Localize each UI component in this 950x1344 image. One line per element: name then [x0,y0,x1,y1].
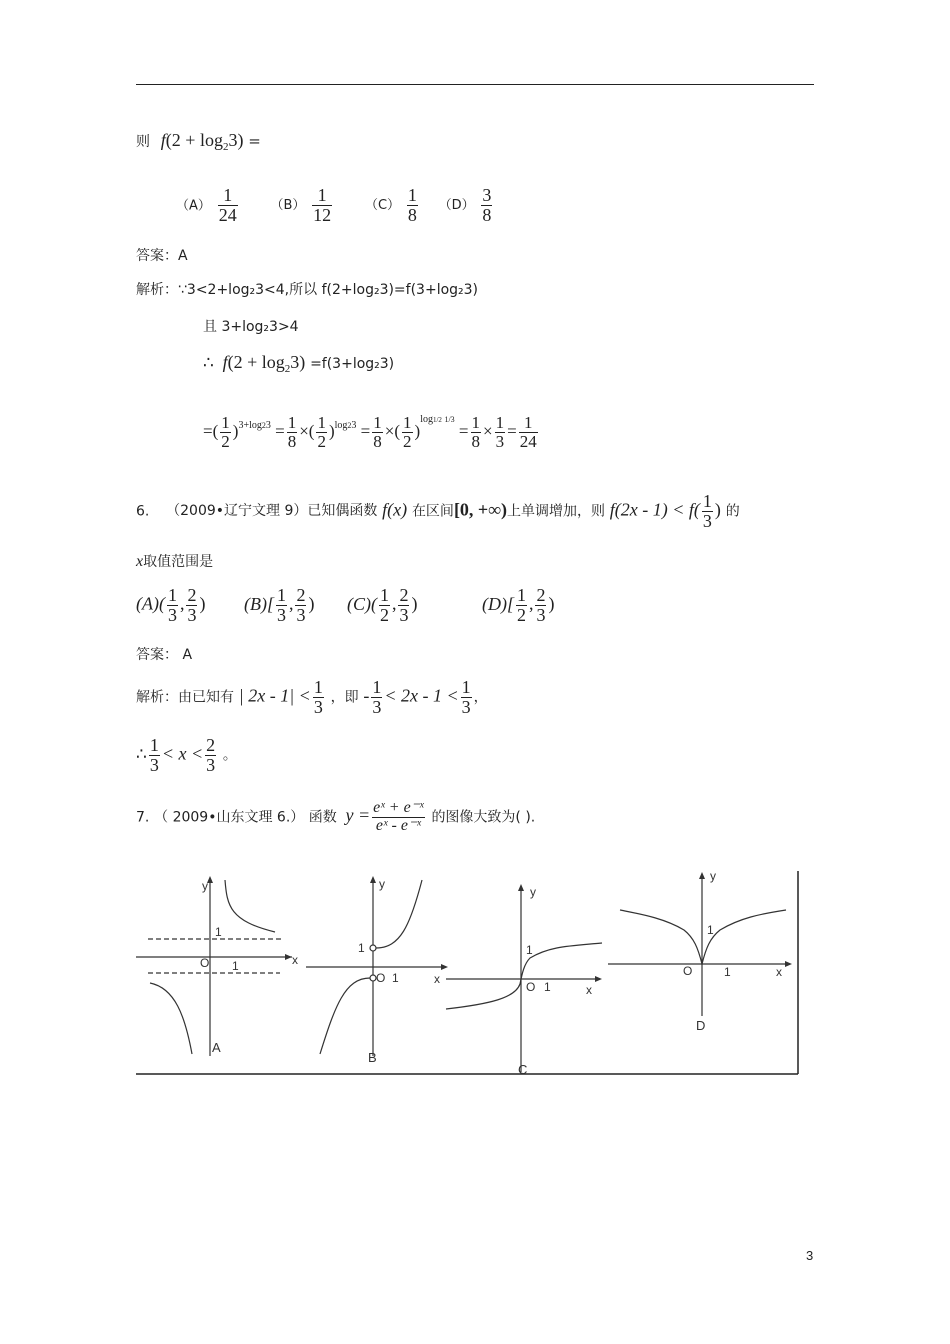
graph-c-origin: O [526,980,536,994]
header-rule [136,84,814,85]
graphs-figure [130,866,810,1082]
graph-b-one-x: 1 [392,971,399,985]
p6-conclusion: ∴ $\frac{1}{3}$ < x < $\frac{2}{3}$ 。 [136,735,237,775]
p5-analysis-2: 且 3+log₂3>4 [203,319,299,335]
graph-b-x-label: x [434,972,440,986]
graph-d [608,872,792,1016]
graph-b-open-dot-top [370,945,376,951]
p5-answer: 答案：A [136,248,188,264]
graph-d-label: D [696,1018,706,1033]
graph-a-curve-right [225,880,275,932]
p5-question-line: 则 $f(2 + \log_23)$ = [136,130,261,153]
graph-c-label: C [518,1062,528,1077]
graph-c-x-label: x [586,983,592,997]
p5-computation-chain: =( $\frac{1}{2}$ )$^{3+log23}$ = $\frac{1}{8}$ ×( $\frac{1}{2}$ )$^{log23}$ = $\frac{1}{8}$ ×( $\frac{1}{2}$ )$^{log1/2 1/3}$ = $\frac{1}{8}$ × $\frac{1}{3}$ = $\frac{1}{24}$ [203,413,537,451]
graph-a-x-label: x [292,953,298,967]
graph-b-y-label: y [379,877,385,891]
p5-options: （A） $\frac{1}{24}$ （B） $\frac{1}{12}$ （C） $\frac{1}{8}$ （D） $\frac{3}{8}$ [176,185,492,225]
graph-d-one-x: 1 [724,965,731,979]
p6-question-line2: x取值范围是 [136,553,214,570]
graph-a-label: A [212,1040,221,1055]
p5-analysis-3: ∴ $f(2 + \log_23) =f(3+\log_23)$ [203,352,395,375]
graph-b [306,876,448,1056]
graph-c-y-label: y [530,885,536,899]
p6-question-line: 6. （2009•辽宁文理 9）已知偶函数 f(x) 在区间[0, +∞)上单调增加，则 f(2x - 1) < f( $\frac{1}{3}$ ) 的 [136,491,740,531]
graph-a [136,876,292,1056]
graph-c-one-x: 1 [544,980,551,994]
graph-c-curve [446,943,602,1009]
graph-d-x-label: x [776,965,782,979]
graph-b-label: B [368,1050,377,1065]
p6-options: (A)( $\frac{1}{3}$ , $\frac{2}{3}$ ) (B)[ $\frac{1}{3}$ , $\frac{2}{3}$ ) (C)( $\frac{1}{2}$ , $\frac{2}{3}$ ) (D)[ $\frac{1}{2}$ , $\frac{2}{3}$ ) [136,585,555,625]
graph-d-curve-right [702,910,786,964]
graph-b-curve-left [320,978,370,1054]
p7-question-line: 7. （ 2009•山东文理 6.） 函数 y = $\frac{\text{eˣ + e⁻ˣ}}{\text{eˣ - e⁻ˣ}}$ 的图像大致为( ). [136,799,536,834]
graph-d-curve-left [620,910,702,964]
page-number: 3 [806,1248,814,1263]
graph-d-origin: O [683,964,693,978]
graph-a-one-y: 1 [215,925,222,939]
graph-c-one-y: 1 [526,943,533,957]
graph-a-y-label: y [202,879,208,893]
p5-analysis-1: 解析：∵3<2+log₂3<4,所以 f(2+log₂3)=f(3+log₂3) [136,282,479,298]
p6-analysis: 解析：由已知有 | 2x - 1| < $\frac{1}{3}$ ，即 - $\frac{1}{3}$ < 2x - 1 < $\frac{1}{3}$ ， [136,677,488,717]
graph-c [446,884,602,1072]
graph-b-one-y: 1 [358,941,365,955]
p5-lead: 则 [136,134,150,150]
graph-a-curve-left [150,983,192,1054]
graph-d-one-y: 1 [707,923,714,937]
graph-a-origin: O [200,956,210,970]
p6-answer: 答案： A [136,647,193,663]
graph-b-origin: O [376,971,386,985]
graph-d-y-label: y [710,869,716,883]
graph-a-one-x: 1 [232,959,239,973]
